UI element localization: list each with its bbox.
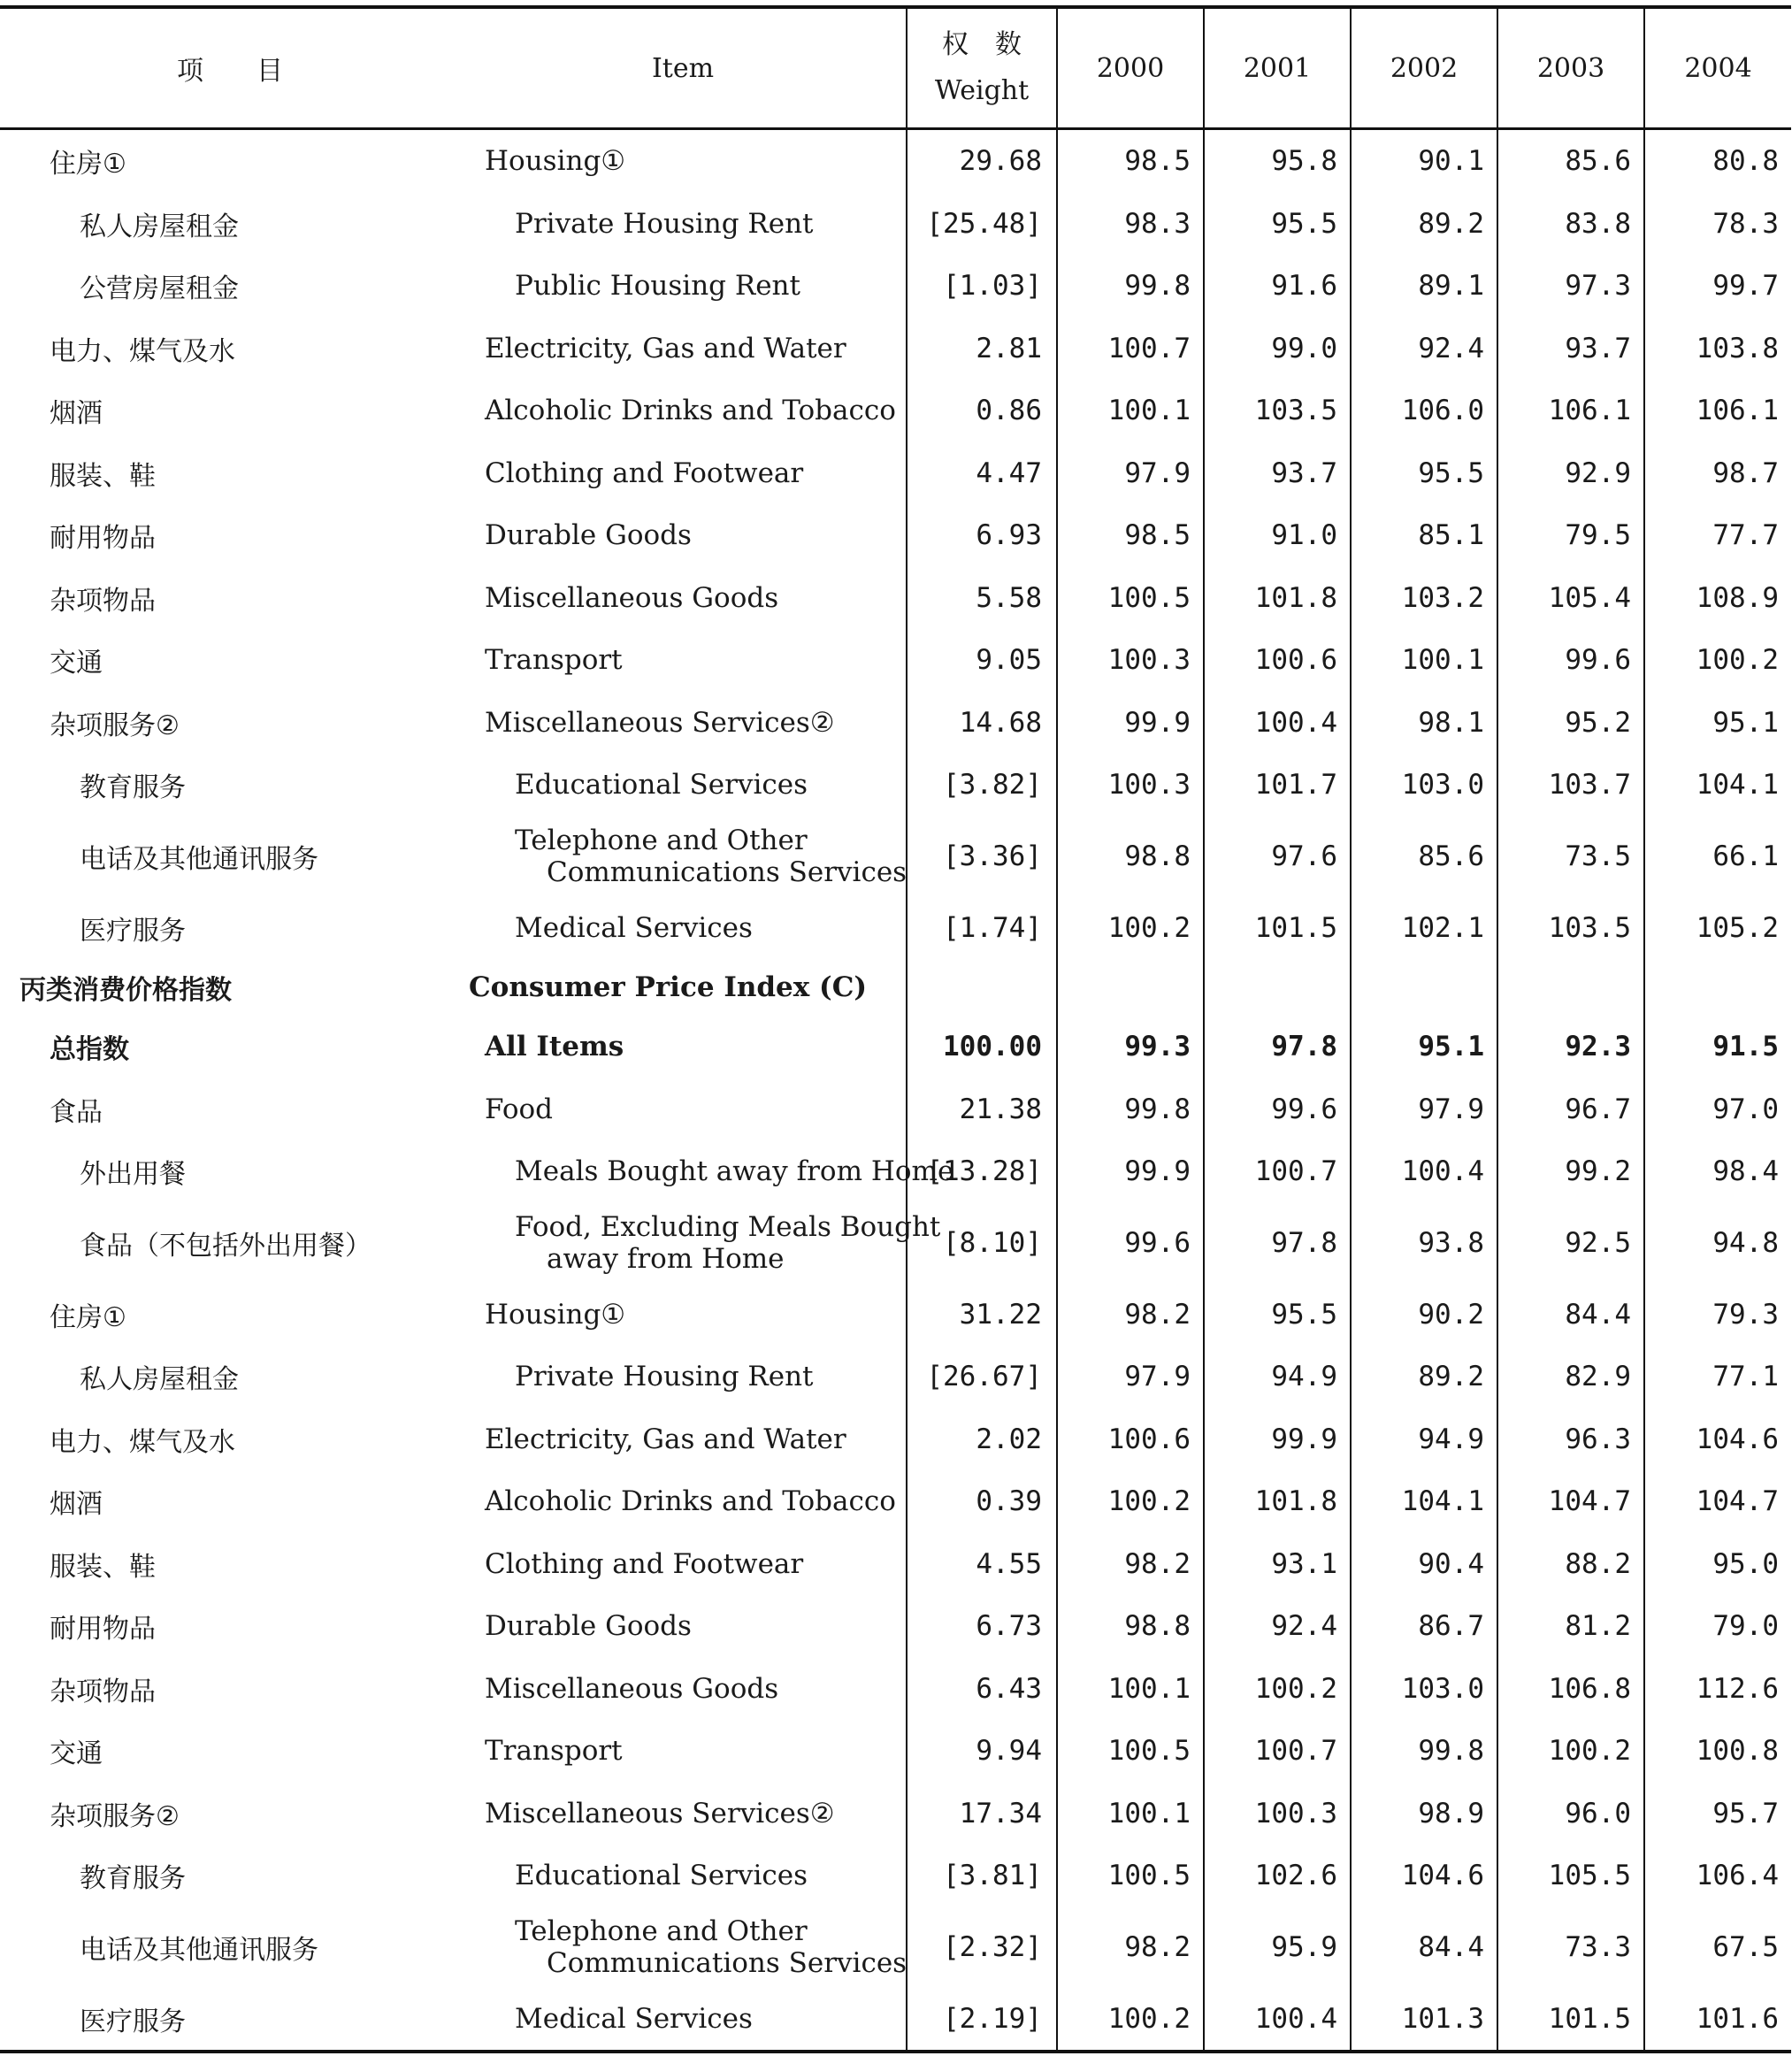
index-value-cell: 95.5	[1204, 193, 1351, 256]
table-row	[0, 255, 1791, 318]
weight-cell: [3.82]	[907, 754, 1057, 817]
item-name-zh: 烟酒	[50, 398, 103, 430]
item-name-zh: 住房①	[50, 1301, 126, 1333]
index-value-cell: 104.1	[1644, 754, 1791, 817]
index-value-cell: 100.3	[1204, 1783, 1351, 1845]
index-value-cell: 85.6	[1351, 817, 1497, 897]
index-value-cell: 99.6	[1204, 1078, 1351, 1141]
table-row	[0, 1595, 1791, 1658]
index-value-cell: 98.2	[1057, 1907, 1204, 1988]
index-value-cell: 98.3	[1057, 193, 1204, 256]
index-value-cell: 92.5	[1497, 1203, 1644, 1284]
weight-cell: 31.22	[907, 1284, 1057, 1346]
index-value-cell: 105.4	[1497, 567, 1644, 630]
item-name-en-line1: Telephone and Other	[515, 1915, 808, 1947]
index-value-cell: 92.4	[1204, 1595, 1351, 1658]
weight-cell: 0.86	[907, 380, 1057, 442]
header-weight-zh: 权 数	[942, 29, 1022, 60]
index-value-cell: 97.0	[1644, 1078, 1791, 1141]
index-value-cell: 91.6	[1204, 255, 1351, 318]
index-value-cell: 101.7	[1204, 754, 1351, 817]
weight-cell: [3.36]	[907, 817, 1057, 897]
index-value-cell: 106.0	[1351, 380, 1497, 442]
item-name-en: Miscellaneous Services②	[485, 1797, 835, 1830]
table-row	[0, 567, 1791, 630]
index-value-cell: 100.3	[1057, 754, 1204, 817]
index-value-cell: 104.6	[1644, 1408, 1791, 1471]
index-value-cell	[1204, 959, 1351, 1016]
index-value-cell: 98.5	[1057, 129, 1204, 193]
index-value-cell: 98.9	[1351, 1783, 1497, 1845]
index-value-cell: 92.9	[1497, 442, 1644, 505]
index-value-cell: 97.9	[1057, 442, 1204, 505]
item-name-en: Housing①	[485, 1298, 626, 1331]
header-weight	[907, 7, 1057, 129]
index-value-cell: 99.8	[1057, 1078, 1204, 1141]
index-value-cell: 100.3	[1057, 629, 1204, 692]
table-row	[0, 1470, 1791, 1533]
item-name-zh: 外出用餐	[80, 1159, 186, 1191]
index-value-cell: 100.5	[1057, 1845, 1204, 1907]
header-year: 2002	[1351, 7, 1497, 129]
index-value-cell: 91.5	[1644, 1016, 1791, 1078]
index-value-cell: 96.3	[1497, 1408, 1644, 1471]
table-header	[0, 7, 1791, 129]
index-value-cell: 112.6	[1644, 1658, 1791, 1721]
index-value-cell: 79.5	[1497, 504, 1644, 567]
index-value-cell: 90.2	[1351, 1284, 1497, 1346]
weight-cell: 9.94	[907, 1720, 1057, 1783]
index-value-cell: 100.2	[1057, 897, 1204, 960]
index-value-cell: 99.9	[1057, 1140, 1204, 1203]
item-name-en: Educational Services	[515, 769, 808, 802]
header-year: 2004	[1644, 7, 1791, 129]
item-name-en: Durable Goods	[485, 1610, 692, 1643]
index-value-cell: 101.6	[1644, 1988, 1791, 2052]
weight-cell: 29.68	[907, 129, 1057, 193]
index-value-cell: 100.1	[1057, 1658, 1204, 1721]
table-row	[0, 442, 1791, 505]
index-value-cell: 102.6	[1204, 1845, 1351, 1907]
index-value-cell: 83.8	[1497, 193, 1644, 256]
index-value-cell: 102.1	[1351, 897, 1497, 960]
index-value-cell: 99.6	[1497, 629, 1644, 692]
item-name-en: All Items	[485, 1031, 624, 1063]
index-value-cell: 99.7	[1644, 255, 1791, 318]
index-value-cell: 95.8	[1204, 129, 1351, 193]
index-value-cell: 92.4	[1351, 318, 1497, 380]
weight-cell: 6.93	[907, 504, 1057, 567]
weight-cell: 9.05	[907, 629, 1057, 692]
index-value-cell: 93.7	[1204, 442, 1351, 505]
item-name-en	[460, 1203, 941, 1284]
index-value-cell: 98.7	[1644, 442, 1791, 505]
index-value-cell: 81.2	[1497, 1595, 1644, 1658]
weight-cell: 0.39	[907, 1470, 1057, 1533]
table-row	[0, 629, 1791, 692]
table-row	[0, 897, 1791, 960]
index-value-cell	[1497, 959, 1644, 1016]
item-name-zh: 教育服务	[80, 1863, 186, 1895]
weight-cell: 4.55	[907, 1533, 1057, 1596]
item-name-zh: 杂项服务②	[50, 1800, 180, 1832]
index-value-cell: 77.1	[1644, 1346, 1791, 1408]
index-value-cell: 100.2	[1644, 629, 1791, 692]
weight-cell: 6.73	[907, 1595, 1057, 1658]
item-name-en: Private Housing Rent	[515, 207, 814, 240]
weight-cell: [25.48]	[907, 193, 1057, 256]
item-name-zh: 住房①	[50, 149, 126, 180]
index-value-cell: 98.1	[1351, 692, 1497, 755]
index-value-cell: 91.0	[1204, 504, 1351, 567]
index-value-cell: 88.2	[1497, 1533, 1644, 1596]
index-value-cell: 80.8	[1644, 129, 1791, 193]
header-year: 2000	[1057, 7, 1204, 129]
index-value-cell: 94.9	[1204, 1346, 1351, 1408]
index-value-cell: 108.9	[1644, 567, 1791, 630]
index-value-cell: 85.6	[1497, 129, 1644, 193]
item-name-zh: 交通	[50, 1738, 103, 1770]
index-value-cell: 99.9	[1204, 1408, 1351, 1471]
index-value-cell	[1351, 959, 1497, 1016]
index-value-cell: 100.1	[1057, 1783, 1204, 1845]
weight-cell: 4.47	[907, 442, 1057, 505]
index-value-cell: 104.7	[1644, 1470, 1791, 1533]
header-item-en: Item	[460, 7, 907, 129]
index-value-cell: 106.4	[1644, 1845, 1791, 1907]
item-name-en: Consumer Price Index (C)	[469, 971, 868, 1003]
table-row	[0, 1284, 1791, 1346]
table-row	[0, 1988, 1791, 2052]
weight-cell	[907, 959, 1057, 1016]
index-value-cell: 103.5	[1497, 897, 1644, 960]
weight-cell: 17.34	[907, 1783, 1057, 1845]
index-value-cell: 99.6	[1057, 1203, 1204, 1284]
item-name-zh: 杂项物品	[50, 585, 156, 617]
table-row	[0, 380, 1791, 442]
index-value-cell: 106.1	[1497, 380, 1644, 442]
table-row	[0, 1845, 1791, 1907]
index-value-cell	[1644, 959, 1791, 1016]
index-value-cell: 105.2	[1644, 897, 1791, 960]
header-weight-en: Weight	[934, 75, 1030, 106]
weight-cell: [1.03]	[907, 255, 1057, 318]
item-name-zh: 食品	[50, 1096, 103, 1128]
index-value-cell: 95.7	[1644, 1783, 1791, 1845]
index-value-cell: 78.3	[1644, 193, 1791, 256]
item-name-en: Miscellaneous Goods	[485, 581, 779, 614]
index-value-cell: 100.2	[1497, 1720, 1644, 1783]
item-name-zh: 教育服务	[80, 772, 186, 804]
index-value-cell: 99.2	[1497, 1140, 1644, 1203]
table-row	[0, 1140, 1791, 1203]
index-value-cell: 101.3	[1351, 1988, 1497, 2052]
index-value-cell: 98.8	[1057, 1595, 1204, 1658]
index-value-cell: 103.7	[1497, 754, 1644, 817]
item-name-zh: 电力、煤气及水	[50, 1426, 235, 1458]
table-row	[0, 1783, 1791, 1845]
item-name-en: Medical Services	[515, 2002, 753, 2035]
index-value-cell	[1057, 959, 1204, 1016]
index-value-cell: 93.1	[1204, 1533, 1351, 1596]
header-year: 2001	[1204, 7, 1351, 129]
table-row	[0, 1346, 1791, 1408]
table-row	[0, 193, 1791, 256]
index-value-cell: 85.1	[1351, 504, 1497, 567]
index-value-cell: 73.5	[1497, 817, 1644, 897]
index-value-cell: 103.8	[1644, 318, 1791, 380]
index-value-cell: 77.7	[1644, 504, 1791, 567]
table-row	[0, 692, 1791, 755]
index-value-cell: 106.8	[1497, 1658, 1644, 1721]
index-value-cell: 95.5	[1204, 1284, 1351, 1346]
index-value-cell: 86.7	[1351, 1595, 1497, 1658]
item-name-zh: 丙类消费价格指数	[19, 975, 232, 1006]
index-value-cell: 93.8	[1351, 1203, 1497, 1284]
index-value-cell: 93.7	[1497, 318, 1644, 380]
item-name-zh: 医疗服务	[80, 915, 186, 947]
weight-cell: [2.32]	[907, 1907, 1057, 1988]
item-name-zh: 公营房屋租金	[80, 273, 239, 305]
index-value-cell: 100.7	[1057, 318, 1204, 380]
index-value-cell: 100.2	[1204, 1658, 1351, 1721]
item-name-en: Food	[485, 1093, 553, 1125]
item-name-en	[460, 1907, 907, 1988]
item-name-en: Durable Goods	[485, 519, 692, 552]
item-name-en: Clothing and Footwear	[485, 456, 804, 489]
index-value-cell: 95.1	[1351, 1016, 1497, 1078]
item-name-en-line2: Communications Services	[547, 1947, 907, 1979]
item-name-en: Electricity, Gas and Water	[485, 1423, 846, 1455]
index-value-cell: 101.5	[1204, 897, 1351, 960]
index-value-cell: 105.5	[1497, 1845, 1644, 1907]
table-row	[0, 1203, 1791, 1284]
index-value-cell: 79.3	[1644, 1284, 1791, 1346]
table-row	[0, 1078, 1791, 1141]
weight-cell: [26.67]	[907, 1346, 1057, 1408]
table-row	[0, 129, 1791, 193]
item-name-zh: 杂项物品	[50, 1676, 156, 1707]
index-value-cell: 100.4	[1204, 692, 1351, 755]
item-name-zh: 电话及其他通讯服务	[80, 1935, 318, 1966]
index-value-cell: 90.4	[1351, 1533, 1497, 1596]
index-value-cell: 103.2	[1351, 567, 1497, 630]
item-name-en: Miscellaneous Services②	[485, 706, 835, 739]
index-value-cell: 104.6	[1351, 1845, 1497, 1907]
table-row	[0, 1658, 1791, 1721]
index-value-cell: 99.9	[1057, 692, 1204, 755]
index-value-cell: 92.3	[1497, 1016, 1644, 1078]
index-value-cell: 104.1	[1351, 1470, 1497, 1533]
index-value-cell: 100.5	[1057, 567, 1204, 630]
index-value-cell: 95.0	[1644, 1533, 1791, 1596]
index-value-cell: 95.5	[1351, 442, 1497, 505]
weight-cell: [8.10]	[907, 1203, 1057, 1284]
index-value-cell: 100.2	[1057, 1988, 1204, 2052]
weight-cell: 6.43	[907, 1658, 1057, 1721]
index-value-cell: 89.2	[1351, 1346, 1497, 1408]
item-name-en-line1: Telephone and Other	[515, 825, 808, 856]
index-value-cell: 100.5	[1057, 1720, 1204, 1783]
index-value-cell: 95.1	[1644, 692, 1791, 755]
item-name-zh: 私人房屋租金	[80, 211, 239, 242]
index-value-cell: 97.9	[1351, 1078, 1497, 1141]
weight-cell: [1.74]	[907, 897, 1057, 960]
index-value-cell: 73.3	[1497, 1907, 1644, 1988]
table-row	[0, 504, 1791, 567]
index-value-cell: 103.0	[1351, 754, 1497, 817]
item-name-en: Miscellaneous Goods	[485, 1672, 779, 1705]
item-name-zh: 烟酒	[50, 1489, 103, 1521]
index-value-cell: 103.5	[1204, 380, 1351, 442]
weight-cell: [13.28]	[907, 1140, 1057, 1203]
header-year: 2003	[1497, 7, 1644, 129]
index-value-cell: 98.2	[1057, 1284, 1204, 1346]
table-row	[0, 318, 1791, 380]
item-name-zh: 耐用物品	[50, 1614, 156, 1646]
weight-cell: 5.58	[907, 567, 1057, 630]
index-value-cell: 106.1	[1644, 380, 1791, 442]
item-name-zh: 私人房屋租金	[80, 1364, 239, 1396]
item-name-en: Public Housing Rent	[515, 270, 800, 303]
index-value-cell: 95.9	[1204, 1907, 1351, 1988]
index-value-cell: 100.1	[1351, 629, 1497, 692]
item-name-zh: 医疗服务	[80, 2006, 186, 2037]
index-value-cell: 94.8	[1644, 1203, 1791, 1284]
item-name-en	[460, 817, 907, 897]
index-value-cell: 99.8	[1057, 255, 1204, 318]
index-value-cell: 97.9	[1057, 1346, 1204, 1408]
item-name-en-line1: Food, Excluding Meals Bought	[515, 1211, 941, 1243]
item-name-en: Housing①	[485, 145, 626, 178]
index-value-cell: 101.5	[1497, 1988, 1644, 2052]
index-value-cell: 100.1	[1057, 380, 1204, 442]
index-value-cell: 99.3	[1057, 1016, 1204, 1078]
index-value-cell: 100.6	[1204, 629, 1351, 692]
weight-cell: 21.38	[907, 1078, 1057, 1141]
item-name-zh: 服装、鞋	[50, 460, 156, 492]
weight-cell: 14.68	[907, 692, 1057, 755]
table-row	[0, 1720, 1791, 1783]
table-row	[0, 754, 1791, 817]
index-value-cell: 98.8	[1057, 817, 1204, 897]
index-value-cell: 100.6	[1057, 1408, 1204, 1471]
index-value-cell: 98.2	[1057, 1533, 1204, 1596]
index-value-cell: 79.0	[1644, 1595, 1791, 1658]
item-name-en: Transport	[485, 644, 623, 677]
cpi-table	[0, 5, 1791, 2053]
index-value-cell: 97.6	[1204, 817, 1351, 897]
item-name-zh: 总指数	[50, 1034, 129, 1066]
index-value-cell: 103.0	[1351, 1658, 1497, 1721]
index-value-cell: 100.2	[1057, 1470, 1204, 1533]
index-value-cell: 99.8	[1351, 1720, 1497, 1783]
item-name-zh: 电力、煤气及水	[50, 335, 235, 367]
item-name-en: Alcoholic Drinks and Tobacco	[485, 1485, 896, 1518]
item-name-zh: 食品（不包括外出用餐）	[80, 1231, 371, 1262]
table-row	[0, 1533, 1791, 1596]
index-value-cell: 98.5	[1057, 504, 1204, 567]
index-value-cell: 99.0	[1204, 318, 1351, 380]
weight-cell: 100.00	[907, 1016, 1057, 1078]
index-value-cell: 89.1	[1351, 255, 1497, 318]
weight-cell: 2.02	[907, 1408, 1057, 1471]
index-value-cell: 96.0	[1497, 1783, 1644, 1845]
index-value-cell: 90.1	[1351, 129, 1497, 193]
index-value-cell: 96.7	[1497, 1078, 1644, 1141]
weight-cell: [2.19]	[907, 1988, 1057, 2052]
index-value-cell: 100.8	[1644, 1720, 1791, 1783]
index-value-cell: 97.8	[1204, 1016, 1351, 1078]
item-name-en: Electricity, Gas and Water	[485, 332, 846, 364]
item-name-en: Private Housing Rent	[515, 1361, 814, 1393]
index-value-cell: 100.7	[1204, 1140, 1351, 1203]
weight-cell: [3.81]	[907, 1845, 1057, 1907]
item-name-en: Educational Services	[515, 1860, 808, 1892]
table-row	[0, 817, 1791, 897]
item-name-en: Clothing and Footwear	[485, 1547, 804, 1580]
index-value-cell: 84.4	[1497, 1284, 1644, 1346]
item-name-en-line2: away from Home	[547, 1243, 785, 1275]
index-value-cell: 101.8	[1204, 567, 1351, 630]
item-name-en: Medical Services	[515, 911, 753, 944]
item-name-en: Alcoholic Drinks and Tobacco	[485, 395, 896, 427]
index-value-cell: 82.9	[1497, 1346, 1644, 1408]
index-value-cell: 100.4	[1351, 1140, 1497, 1203]
index-value-cell: 66.1	[1644, 817, 1791, 897]
weight-cell: 2.81	[907, 318, 1057, 380]
index-value-cell: 104.7	[1497, 1470, 1644, 1533]
item-name-zh: 电话及其他通讯服务	[80, 844, 318, 875]
item-name-zh: 杂项服务②	[50, 710, 180, 741]
index-value-cell: 97.3	[1497, 255, 1644, 318]
index-value-cell: 100.7	[1204, 1720, 1351, 1783]
index-value-cell: 98.4	[1644, 1140, 1791, 1203]
index-value-cell: 94.9	[1351, 1408, 1497, 1471]
index-value-cell: 100.4	[1204, 1988, 1351, 2052]
item-name-en: Meals Bought away from Home	[515, 1155, 954, 1188]
table-row	[0, 1016, 1791, 1078]
index-value-cell: 101.8	[1204, 1470, 1351, 1533]
item-name-zh: 耐用物品	[50, 523, 156, 555]
index-value-cell: 67.5	[1644, 1907, 1791, 1988]
index-value-cell: 84.4	[1351, 1907, 1497, 1988]
item-name-zh: 服装、鞋	[50, 1551, 156, 1583]
table-row	[0, 1907, 1791, 1988]
index-value-cell: 89.2	[1351, 193, 1497, 256]
index-value-cell: 97.8	[1204, 1203, 1351, 1284]
index-value-cell: 95.2	[1497, 692, 1644, 755]
section-header-row	[0, 959, 1791, 1016]
item-name-zh: 交通	[50, 648, 103, 679]
item-name-en: Transport	[485, 1735, 623, 1768]
table-body	[0, 129, 1791, 2052]
header-item-zh: 项 目	[0, 7, 460, 129]
table-row	[0, 1408, 1791, 1471]
item-name-en-line2: Communications Services	[547, 856, 907, 888]
